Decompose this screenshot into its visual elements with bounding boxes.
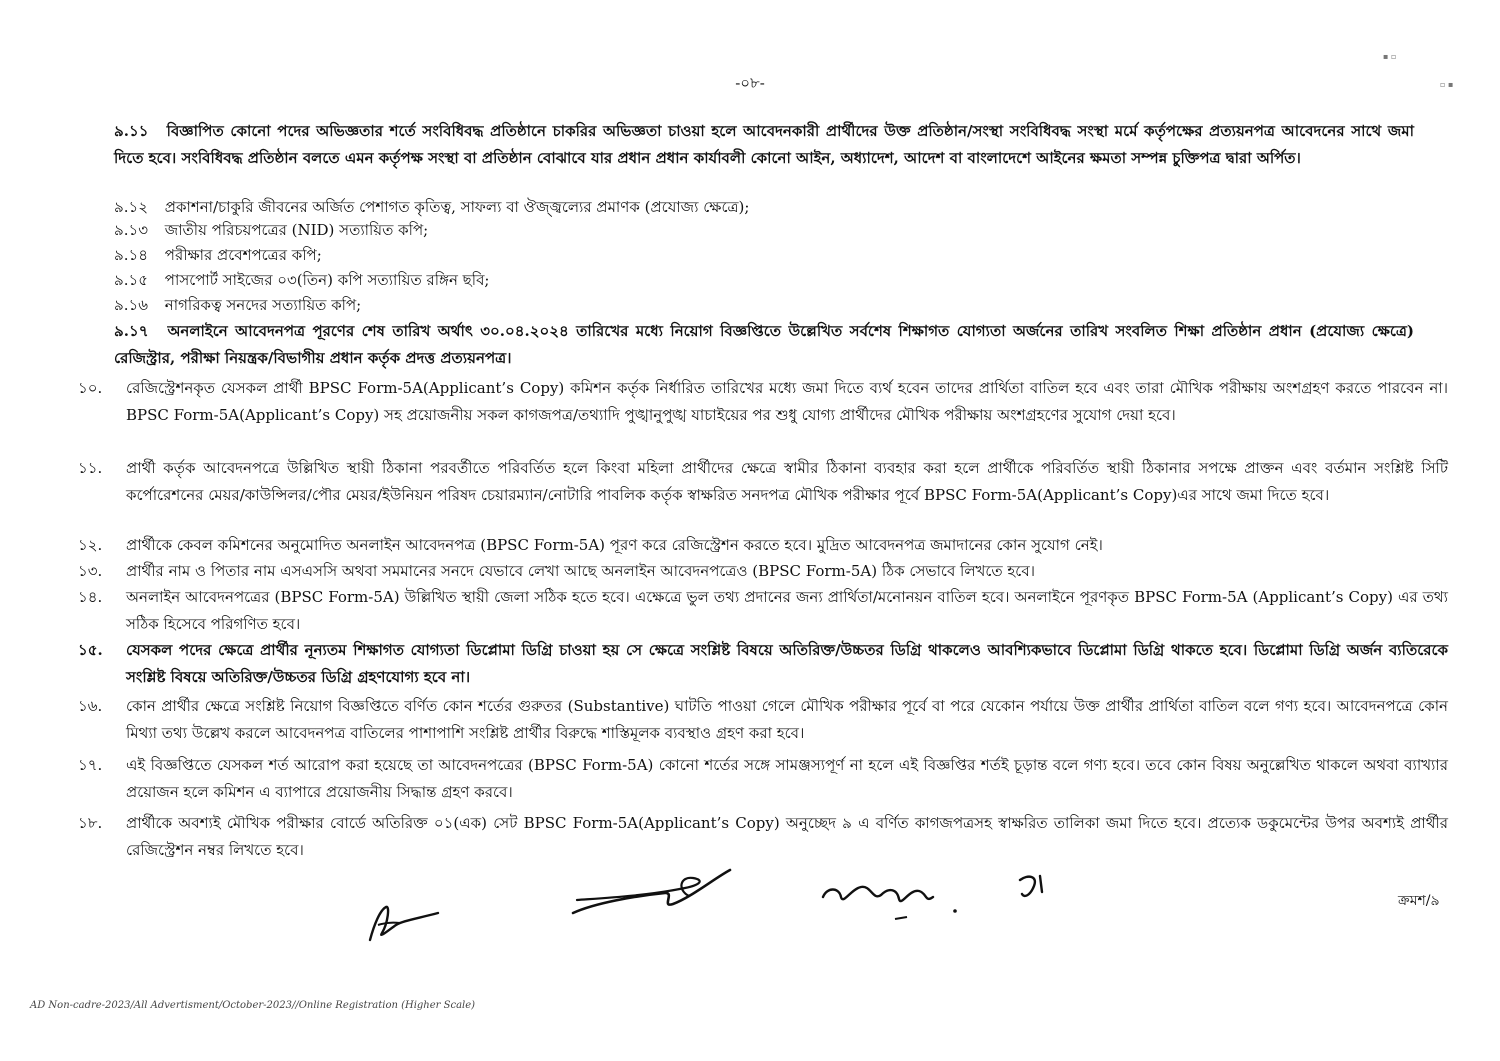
sub-item-9-16 [114,292,1414,319]
clause-text: প্রার্থীকে কেবল কমিশনের অনুমোদিত অনলাইন আবেদনপত্র (BPSC Form-5A) পূরণ করে রেজিস্ট্রেশন করতে হবে। মুদ্রিত আবেদনপত্র জমাদানের কোন সুযোগ নেই। [126,536,1103,554]
sub-item-number: ৯.১৪ [114,246,148,264]
sub-item-text: প্রকাশনা/চাকুরি জীবনের অর্জিত পেশাগত কৃতিত্ব, সাফল্য বা ঔজ্জ্বল্যের প্রমাণক (প্রযোজ্য ক্ষেত্রে); [164,198,750,216]
clause-text: অনলাইন আবেদনপত্রের (BPSC Form-5A) উল্লিখিত স্থায়ী জেলা সঠিক হতে হবে। এক্ষেত্রে ভুল তথ্য প্রদানের জন্য প্রার্থিতা/মনোনয়ন বাতিল হবে। অনলাইনে পূরণকৃত BPSC Form-5A (Applicant’s Copy) এর তথ্য সঠিক হিসেবে পরিগণিত হবে। [126,588,1449,633]
clause-text: প্রার্থীকে অবশ্যই মৌখিক পরীক্ষার বোর্ডে অতিরিক্ত ০১(এক) সেট BPSC Form-5A(Applicant’s Copy) অনুচ্ছেদ ৯ এ বর্ণিত কাগজপত্রসহ স্বাক্ষরিত তালিকা জমা দিতে হবে। প্রত্যেক ডকুমেন্টের উপর অবশ্যই প্রার্থীর রেজিস্ট্রেশন নম্বর লিখতে হবে। [126,814,1448,859]
sub-item-text: জাতীয় পরিচয়পত্রের (NID) সত্যায়িত কপি; [164,221,429,239]
clause-text: প্রার্থীর নাম ও পিতার নাম এসএসসি অথবা সমমানের সনদে যেভাবে লেখা আছে অনলাইন আবেদনপত্রেও (BPSC Form-5A) ঠিক সেভাবে লিখতে হবে। [126,562,1036,580]
clause-number: ১৩. [78,562,103,580]
sub-item-text: বিজ্ঞাপিত কোনো পদের অভিজ্ঞতার শর্তে সংবিধিবদ্ধ প্রতিষ্ঠানে চাকরির অভিজ্ঞতা চাওয়া হলে আবেদনকারী প্রার্থীদের উক্ত প্রতিষ্ঠান/সংস্থা সংবিধিবদ্ধ সংস্থা মর্মে কর্তৃপক্ষের প্রত্যয়নপত্র আবেদনের সাথে জমা দিতে হবে। সংবিধিবদ্ধ প্রতিষ্ঠান বলতে এমন কর্তৃপক্ষ সংস্থা বা প্রতিষ্ঠান বোঝাবে যার প্রধান প্রধান কার্যাবলী কোনো আইন, অধ্যাদেশ, আদেশ বা বাংলাদেশে আইনের ক্ষমতা সম্পন্ন চুক্তিপত্র দ্বারা অর্পিত। [114,122,1414,167]
clause-15 [78,637,1448,690]
footer-reference: AD Non-cadre-2023/All Advertisment/October-2023//Online Registration (Higher Scale) [30,1000,476,1011]
clause-number: ১৮. [78,814,103,832]
sub-item-9-15 [114,267,1414,294]
page-number: -০৮- [735,74,765,92]
signature-3 [815,875,975,930]
clause-11 [78,455,1448,508]
clause-number: ১০. [78,379,103,397]
clause-number: ১১. [78,459,103,477]
clause-number: ১৫. [78,641,103,659]
sub-item-text: অনলাইনে আবেদনপত্র পূরণের শেষ তারিখ অর্থাৎ ৩০.০৪.২০২৪ তারিখের মধ্যে নিয়োগ বিজ্ঞপ্তিতে উল্লেখিত সর্বশেষ শিক্ষাগত যোগ্যতা অর্জনের তারিখ সংবলিত শিক্ষা প্রতিষ্ঠান প্রধান (প্রযোজ্য ক্ষেত্রে) রেজিস্ট্রার, পরীক্ষা নিয়ন্ত্রক/বিভাগীয় প্রধান কর্তৃক প্রদত্ত প্রত্যয়নপত্র। [114,322,1414,367]
clause-10 [78,375,1448,428]
clause-18 [78,810,1448,863]
clause-text: কোন প্রার্থীর ক্ষেত্রে সংশ্লিষ্ট নিয়োগ বিজ্ঞপ্তিতে বর্ণিত কোন শর্তের গুরুতর (Substantive) ঘাটতি পাওয়া গেলে মৌখিক পরীক্ষার পূর্বে বা পরে যেকোন পর্যায়ে উক্ত প্রার্থীর প্রার্থিতা বাতিল বলে গণ্য হবে। আবেদনপত্রে কোন মিথ্যা তথ্য উল্লেখ করলে আবেদনপত্র বাতিলের পাশাপাশি সংশ্লিষ্ট প্রার্থীর বিরুদ্ধে শাস্তিমূলক ব্যবস্থাও গ্রহণ করা হবে। [126,697,1448,742]
sub-item-text: পাসপোর্ট সাইজের ০৩(তিন) কপি সত্যায়িত রঙ্গিন ছবি; [164,271,490,289]
clause-17 [78,752,1448,805]
continued-marker: ক্রমশ/৯ [1398,893,1440,909]
clause-text: রেজিস্ট্রেশনকৃত যেসকল প্রার্থী BPSC Form-5A(Applicant’s Copy) কমিশন কর্তৃক নির্ধারিত তারিখের মধ্যে জমা দিতে ব্যর্থ হবেন তাদের প্রার্থিতা বাতিল হবে এবং তারা মৌখিক পরীক্ষায় অংশগ্রহণ করতে পারবেন না। BPSC Form-5A(Applicant’s Copy) সহ প্রয়োজনীয় সকল কাগজপত্র/তথ্যাদি পুঙ্খানুপুঙ্খ যাচাইয়ের পর শুধু যোগ্য প্রার্থীদের মৌখিক পরীক্ষায় অংশগ্রহণের সুযোগ দেয়া হবে। [126,379,1448,424]
sub-item-number: ৯.১৫ [114,271,148,289]
sub-item-text: পরীক্ষার প্রবেশপত্রের কপি; [164,246,322,264]
sub-item-9-11 [114,118,1414,171]
signature-2 [565,858,745,923]
scan-speck: ▫ ▪ [1440,80,1454,89]
clause-text: এই বিজ্ঞপ্তিতে যেসকল শর্ত আরোপ করা হয়েছে তা আবেদনপত্রের (BPSC Form-5A) কোনো শর্তের সঙ্গে সামঞ্জস্যপূর্ণ না হলে এই বিজ্ঞপ্তির শর্তই চূড়ান্ত বলে গণ্য হবে। তবে কোন বিষয় অনুল্লেখিত থাকলে অথবা ব্যাখ্যার প্রয়োজন হলে কমিশন এ ব্যাপারে প্রয়োজনীয় সিদ্ধান্ত গ্রহণ করবে। [126,756,1448,801]
sub-item-9-17 [114,318,1414,371]
clause-12 [78,532,1448,559]
signature-4 [1010,870,1060,905]
sub-item-number: ৯.১৩ [114,221,148,239]
sub-item-number: ৯.১২ [114,198,148,216]
scan-speck: ▪ ▫ [1383,52,1397,61]
clause-number: ১৪. [78,588,103,606]
sub-item-text: নাগরিকত্ব সনদের সত্যায়িত কপি; [164,296,362,314]
clause-text: যেসকল পদের ক্ষেত্রে প্রার্থীর নূন্যতম শিক্ষাগত যোগ্যতা ডিপ্লোমা ডিগ্রি চাওয়া হয় সে ক্ষেত্রে সংশ্লিষ্ট বিষয়ে অতিরিক্ত/উচ্চতর ডিগ্রি থাকলেও আবশ্যিকভাবে ডিপ্লোমা ডিগ্রি থাকতে হবে। ডিপ্লোমা ডিগ্রি অর্জন ব্যতিরেকে সংশ্লিষ্ট বিষয়ে অতিরিক্ত/উচ্চতর ডিগ্রি গ্রহণযোগ্য হবে না। [126,641,1448,686]
signature-1 [360,895,450,950]
clause-number: ১৭. [78,756,103,774]
sub-item-number: ৯.১৬ [114,296,148,314]
sub-item-9-13 [114,217,1414,244]
sub-item-number: ৯.১৭ [114,322,149,340]
clause-text: প্রার্থী কর্তৃক আবেদনপত্রে উল্লিখিত স্থায়ী ঠিকানা পরবর্তীতে পরিবর্তিত হলে কিংবা মহিলা প্রার্থীদের ক্ষেত্রে স্বামীর ঠিকানা ব্যবহার করা হলে প্রার্থীকে পরিবর্তিত স্থায়ী ঠিকানার সপক্ষে প্রাক্তন এবং বর্তমান সংশ্লিষ্ট সিটি কর্পোরেশনের মেয়র/কাউন্সিলর/পৌর মেয়র/ইউনিয়ন পরিষদ চেয়ারম্যান/নোটারি পাবলিক কর্তৃক স্বাক্ষরিত সনদপত্র মৌখিক পরীক্ষার পূর্বে BPSC Form-5A(Applicant’s Copy)এর সাথে জমা দিতে হবে। [126,459,1448,504]
clause-14 [78,584,1448,637]
sub-item-9-14 [114,242,1414,269]
clause-13 [78,558,1448,585]
clause-number: ১২. [78,536,103,554]
clause-number: ১৬. [78,697,103,715]
clause-16 [78,693,1448,746]
sub-item-number: ৯.১১ [114,122,149,140]
